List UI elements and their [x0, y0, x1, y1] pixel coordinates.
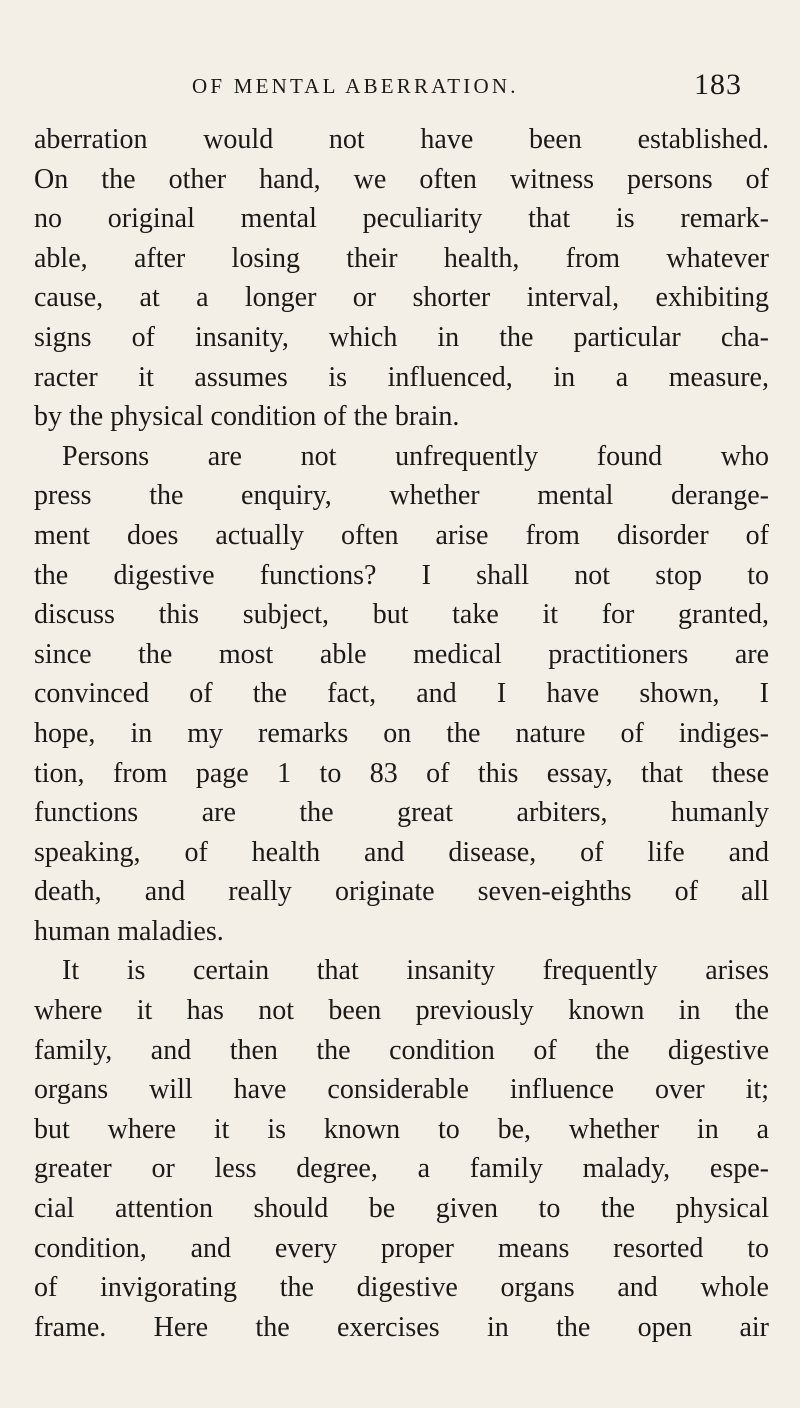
- text-line: no original mental peculiarity that is remark-: [34, 203, 769, 235]
- text-line: cause, at a longer or shorter interval, exhibiting: [34, 282, 769, 314]
- text-line: press the enquiry, whether mental derange-: [34, 480, 769, 512]
- text-line: ment does actually often arise from disorder of: [34, 519, 769, 551]
- text-line: aberration would not have been established.: [34, 124, 769, 155]
- running-title: OF MENTAL ABERRATION.: [192, 74, 519, 98]
- text-line: tion, from page 1 to 83 of this essay, that these: [34, 757, 769, 789]
- text-line: convinced of the fact, and I have shown, I: [34, 678, 769, 710]
- text-line: cial attention should be given to the physical: [34, 1193, 769, 1225]
- text-line: speaking, of health and disease, of life and: [34, 836, 769, 868]
- text-line: organs will have considerable influence over it;: [34, 1074, 769, 1106]
- text-line: family, and then the condition of the digestive: [34, 1034, 769, 1066]
- running-head: [62, 68, 742, 108]
- text-line: able, after losing their health, from whatever: [34, 242, 769, 274]
- text-line: death, and really originate seven-eighths of all: [34, 876, 769, 908]
- text-line: It is certain that insanity frequently arises: [62, 955, 769, 987]
- text-line: signs of insanity, which in the particular cha-: [34, 321, 769, 353]
- text-line: where it has not been previously known in the: [34, 995, 769, 1027]
- text-line: of invigorating the digestive organs and whole: [34, 1272, 769, 1304]
- text-line: discuss this subject, but take it for granted,: [34, 599, 769, 631]
- text-line: greater or less degree, a family malady, espe-: [34, 1153, 769, 1185]
- text-line: hope, in my remarks on the nature of indiges-: [34, 717, 769, 749]
- text-line: frame. Here the exercises in the open air: [34, 1311, 769, 1343]
- page-number: 183: [694, 68, 742, 101]
- text-line: condition, and every proper means resorted to: [34, 1232, 769, 1264]
- text-line: racter it assumes is influenced, in a measure,: [34, 361, 769, 393]
- text-line: human maladies.: [34, 915, 224, 947]
- text-line: On the other hand, we often witness persons of: [34, 163, 769, 195]
- text-line: Persons are not unfrequently found who: [62, 440, 769, 472]
- body-text: [34, 120, 769, 1347]
- text-line: by the physical condition of the brain.: [34, 401, 460, 433]
- text-line: but where it is known to be, whether in a: [34, 1113, 769, 1145]
- text-line: functions are the great arbiters, humanly: [34, 797, 769, 829]
- text-line: since the most able medical practitioners are: [34, 638, 769, 670]
- text-line: the digestive functions? I shall not stop to: [34, 559, 769, 591]
